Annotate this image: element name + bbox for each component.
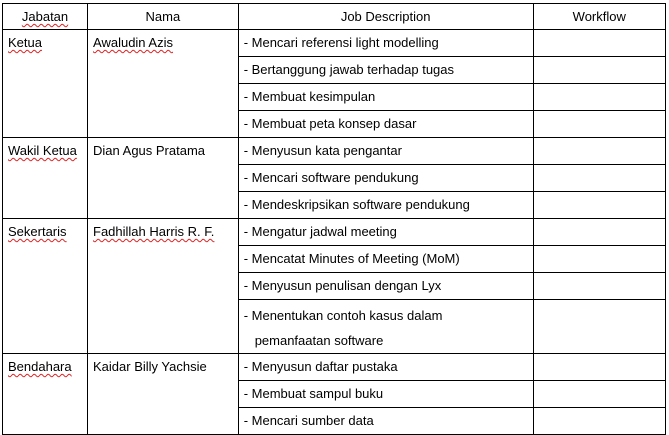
job-description-table (2, 3, 666, 435)
table-row (3, 219, 666, 246)
task-cell: - Mengatur jadwal meeting (238, 219, 533, 246)
workflow-cell (533, 138, 665, 165)
table-row (3, 138, 666, 165)
workflow-cell (533, 192, 665, 219)
workflow-cell (533, 381, 665, 408)
task-cell: - Membuat kesimpulan (238, 84, 533, 111)
jabatan-cell: Ketua (3, 30, 88, 138)
workflow-cell (533, 246, 665, 273)
header-workflow: Workflow (533, 4, 665, 30)
header-nama: Nama (88, 4, 239, 30)
workflow-cell (533, 219, 665, 246)
table-row (3, 354, 666, 381)
header-row (3, 4, 666, 30)
task-cell: - Membuat peta konsep dasar (238, 111, 533, 138)
workflow-cell (533, 354, 665, 381)
nama-cell: Awaludin Azis (88, 30, 239, 138)
header-jabatan: Jabatan (3, 4, 88, 30)
task-cell: - Membuat sampul buku (238, 381, 533, 408)
workflow-cell (533, 111, 665, 138)
workflow-cell (533, 84, 665, 111)
task-cell: - Menyusun daftar pustaka (238, 354, 533, 381)
workflow-cell (533, 30, 665, 57)
task-cell: - Mencatat Minutes of Meeting (MoM) (238, 246, 533, 273)
jabatan-cell: Bendahara (3, 354, 88, 435)
nama-cell: Dian Agus Pratama (88, 138, 239, 219)
nama-cell: Kaidar Billy Yachsie (88, 354, 239, 435)
nama-cell: Fadhillah Harris R. F. (88, 219, 239, 354)
workflow-cell (533, 408, 665, 435)
jabatan-cell: Wakil Ketua (3, 138, 88, 219)
task-cell: - Menyusun kata pengantar (238, 138, 533, 165)
task-cell: - Menentukan contoh kasus dalam pemanfaatan software (238, 300, 533, 354)
task-cell: - Bertanggung jawab terhadap tugas (238, 57, 533, 84)
task-cell: - Mencari sumber data (238, 408, 533, 435)
workflow-cell (533, 273, 665, 300)
table-row (3, 30, 666, 57)
jabatan-cell: Sekertaris (3, 219, 88, 354)
task-cell: - Mendeskripsikan software pendukung (238, 192, 533, 219)
workflow-cell (533, 57, 665, 84)
header-job-description: Job Description (238, 4, 533, 30)
workflow-cell (533, 300, 665, 354)
task-cell: - Menyusun penulisan dengan Lyx (238, 273, 533, 300)
task-cell: - Mencari referensi light modelling (238, 30, 533, 57)
task-cell: - Mencari software pendukung (238, 165, 533, 192)
workflow-cell (533, 165, 665, 192)
